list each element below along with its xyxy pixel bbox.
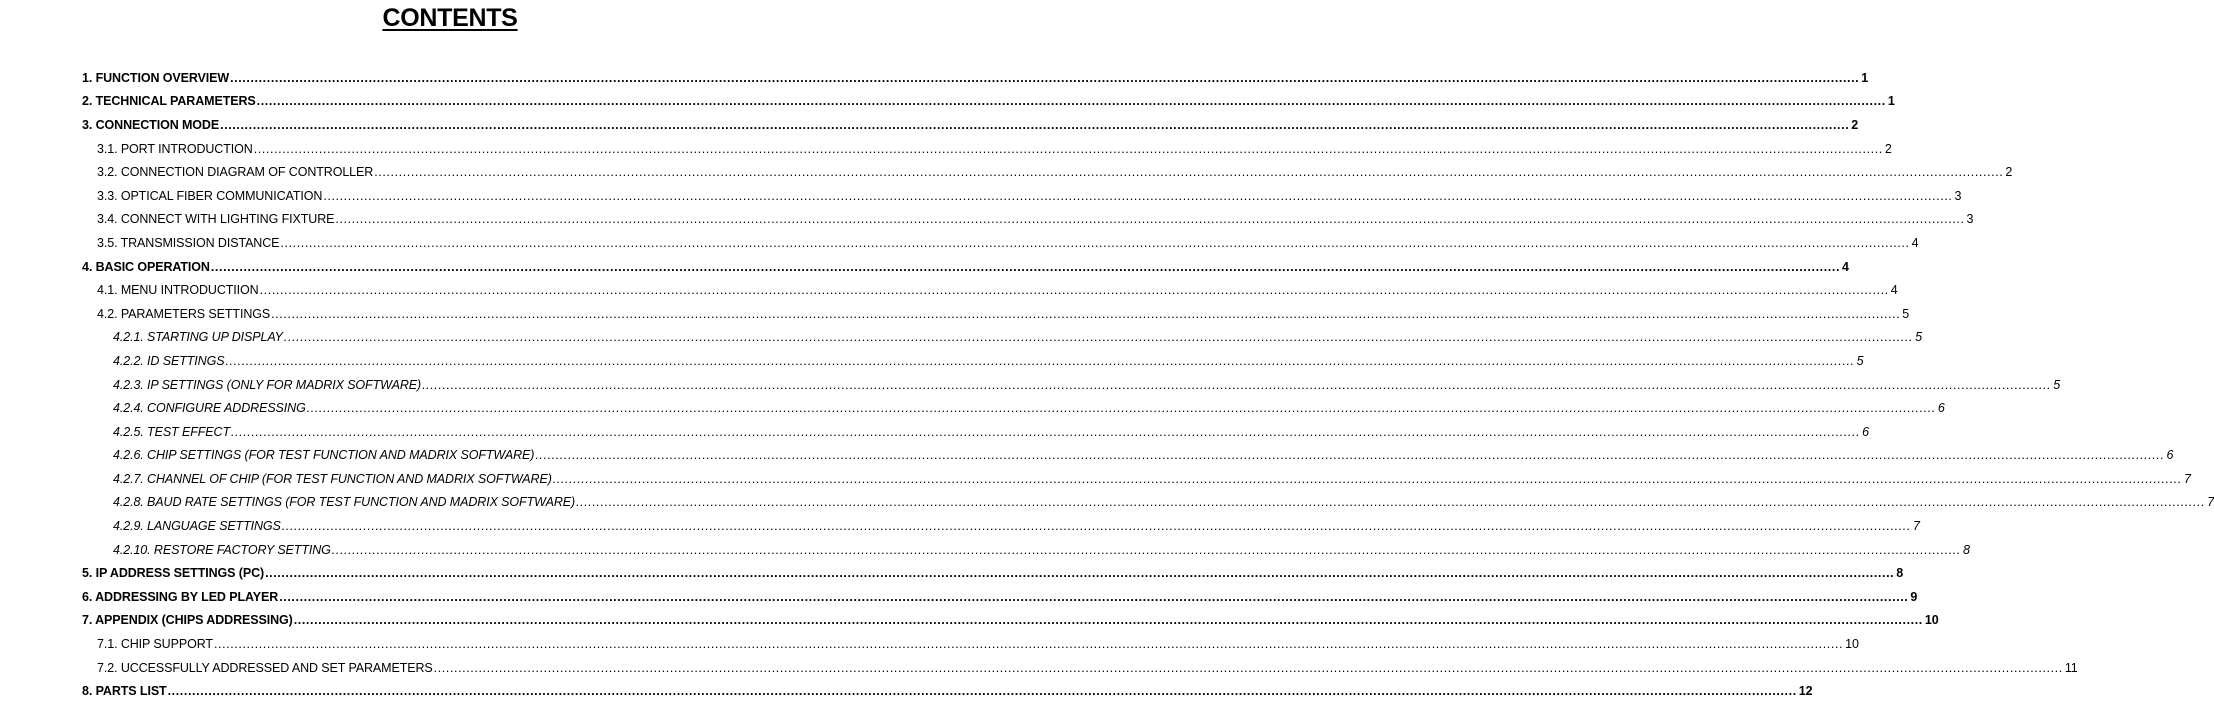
toc-entry-page-number: 7 <box>2207 495 2214 510</box>
toc-entry-title: 4. BASIC OPERATION <box>82 259 210 274</box>
toc-entry-title: 4.1. MENU INTRODUCTIION <box>97 283 259 298</box>
toc-entry[interactable] <box>0 113 1859 137</box>
toc-entry-title: 4.2.10. RESTORE FACTORY SETTING <box>113 542 331 557</box>
toc-entry-title: 6. ADDRESSING BY LED PLAYER <box>82 589 279 604</box>
toc-entry-title: 3. CONNECTION MODE <box>82 117 220 132</box>
toc-entry-page-number: 4 <box>1890 283 1898 298</box>
toc-entry-title: 4.2.8. BAUD RATE SETTINGS (FOR TEST FUNCTION AND MADRIX SOFTWARE) <box>113 495 576 510</box>
toc-entry-title: 4.2.3. IP SETTINGS (ONLY FOR MADRIX SOFTWARE) <box>113 377 422 392</box>
toc-entry-page-number: 5 <box>1902 306 1910 321</box>
dot-leader: ................................................................................................................................................................................................................................................................................................................................................................................................................ <box>433 660 2063 675</box>
toc-entry-page-number: 8 <box>1962 542 1970 557</box>
toc-entry-title: 7. APPENDIX (CHIPS ADDRESSING) <box>82 613 293 628</box>
toc-entry-page-number: 3 <box>1966 212 1974 227</box>
toc-entry-title: 8. PARTS LIST <box>82 684 167 699</box>
toc-entry-page-number: 1 <box>1887 94 1895 109</box>
toc-entry-title: 4.2.1. STARTING UP DISPLAY <box>113 330 283 345</box>
toc-entry[interactable] <box>0 278 1898 302</box>
dot-leader: ................................................................................................................................................................................................................................................................................................................................................................................................................ <box>210 259 1841 274</box>
toc-entry-page-number: 7 <box>1912 519 1920 534</box>
toc-entry-title: 3.5. TRANSMISSION DISTANCE <box>97 235 280 250</box>
toc-entry-page-number: 2 <box>1884 141 1892 156</box>
toc-entry[interactable] <box>0 561 1904 585</box>
dot-leader: ................................................................................................................................................................................................................................................................................................................................................................................................................ <box>331 542 1961 557</box>
toc-entry-page-number: 3 <box>1954 188 1962 203</box>
dot-leader: ................................................................................................................................................................................................................................................................................................................................................................................................................ <box>259 283 1889 298</box>
dot-leader: ................................................................................................................................................................................................................................................................................................................................................................................................................ <box>422 377 2052 392</box>
toc-entry[interactable] <box>0 326 1922 350</box>
toc-entry[interactable] <box>0 420 1870 444</box>
toc-entry-page-number: 2 <box>1851 117 1859 132</box>
dot-leader: ................................................................................................................................................................................................................................................................................................................................................................................................................ <box>220 117 1850 132</box>
toc-entry[interactable] <box>0 396 1945 420</box>
dot-leader: ................................................................................................................................................................................................................................................................................................................................................................................................................ <box>225 353 1855 368</box>
toc-entry[interactable] <box>0 160 2013 184</box>
dot-leader: ................................................................................................................................................................................................................................................................................................................................................................................................................ <box>293 613 1923 628</box>
toc-entry-title: 4.2.2. ID SETTINGS <box>113 353 225 368</box>
toc-entry[interactable] <box>0 538 1970 562</box>
toc-entry-title: 4.2.5. TEST EFFECT <box>113 424 230 439</box>
toc-entry-page-number: 12 <box>1798 684 1813 699</box>
toc-entry-title: 4.2.6. CHIP SETTINGS (FOR TEST FUNCTION AND MADRIX SOFTWARE) <box>113 448 535 463</box>
dot-leader: ................................................................................................................................................................................................................................................................................................................................................................................................................ <box>283 330 1914 345</box>
dot-leader: ................................................................................................................................................................................................................................................................................................................................................................................................................ <box>552 471 2182 486</box>
toc-entry-page-number: 6 <box>2166 448 2174 463</box>
toc-entry[interactable] <box>0 66 1869 90</box>
dot-leader: ................................................................................................................................................................................................................................................................................................................................................................................................................ <box>271 306 1901 321</box>
toc-entry[interactable] <box>0 184 1962 208</box>
toc-entry-page-number: 2 <box>2005 165 2013 180</box>
toc-entry-title: 3.3. OPTICAL FIBER COMMUNICATION <box>97 188 323 203</box>
toc-entry[interactable] <box>0 208 1974 232</box>
toc-entry[interactable] <box>0 632 1859 656</box>
toc-entry-title: 4.2.4. CONFIGURE ADDRESSING <box>113 401 306 416</box>
toc-entry-page-number: 10 <box>1845 637 1859 652</box>
dot-leader: ................................................................................................................................................................................................................................................................................................................................................................................................................ <box>306 401 1936 416</box>
toc-entry-page-number: 8 <box>1896 566 1904 581</box>
toc-entry[interactable] <box>0 231 1919 255</box>
dot-leader: ................................................................................................................................................................................................................................................................................................................................................................................................................ <box>167 684 1797 699</box>
dot-leader: ................................................................................................................................................................................................................................................................................................................................................................................................................ <box>535 448 2165 463</box>
page-title: CONTENTS <box>382 4 518 32</box>
toc-entry-page-number: 5 <box>2053 377 2061 392</box>
toc-entry-page-number: 5 <box>1915 330 1922 345</box>
dot-leader: ................................................................................................................................................................................................................................................................................................................................................................................................................ <box>230 70 1860 85</box>
toc-entry-page-number: 1 <box>1861 70 1869 85</box>
toc-entry-page-number: 7 <box>2183 471 2191 486</box>
dot-leader: ................................................................................................................................................................................................................................................................................................................................................................................................................ <box>279 589 1909 604</box>
toc-entry-title: 7.1. CHIP SUPPORT <box>97 637 213 652</box>
toc-entry[interactable] <box>0 609 1939 633</box>
toc-entry[interactable] <box>0 679 1813 703</box>
toc-entry-page-number: 10 <box>1924 613 1939 628</box>
dot-leader: ................................................................................................................................................................................................................................................................................................................................................................................................................ <box>253 141 1883 156</box>
table-of-contents <box>0 66 2214 703</box>
dot-leader: ................................................................................................................................................................................................................................................................................................................................................................................................................ <box>323 188 1953 203</box>
toc-entry-title: 4.2.7. CHANNEL OF CHIP (FOR TEST FUNCTION AND MADRIX SOFTWARE) <box>113 471 552 486</box>
toc-entry[interactable] <box>0 585 1918 609</box>
dot-leader: ................................................................................................................................................................................................................................................................................................................................................................................................................ <box>213 637 1844 652</box>
toc-entry-page-number: 11 <box>2064 660 2078 675</box>
toc-entry-title: 2. TECHNICAL PARAMETERS <box>82 94 256 109</box>
toc-entry-title: 4.2. PARAMETERS SETTINGS <box>97 306 271 321</box>
toc-entry[interactable] <box>0 349 1864 373</box>
toc-entry[interactable] <box>0 467 2191 491</box>
toc-entry[interactable] <box>0 514 1920 538</box>
dot-leader: ................................................................................................................................................................................................................................................................................................................................................................................................................ <box>374 165 2004 180</box>
toc-entry[interactable] <box>0 444 2174 468</box>
toc-entry-title: 1. FUNCTION OVERVIEW <box>82 70 230 85</box>
toc-entry-title: 3.4. CONNECT WITH LIGHTING FIXTURE <box>97 212 335 227</box>
toc-entry[interactable] <box>0 137 1892 161</box>
toc-entry-title: 4.2.9. LANGUAGE SETTINGS <box>113 519 281 534</box>
toc-entry-title: 3.2. CONNECTION DIAGRAM OF CONTROLLER <box>97 165 374 180</box>
toc-entry-page-number: 9 <box>1910 589 1918 604</box>
toc-entry-page-number: 6 <box>1937 401 1945 416</box>
toc-entry[interactable] <box>0 656 2078 680</box>
dot-leader: ................................................................................................................................................................................................................................................................................................................................................................................................................ <box>256 94 1886 109</box>
dot-leader: ................................................................................................................................................................................................................................................................................................................................................................................................................ <box>576 495 2206 510</box>
toc-entry[interactable] <box>0 302 1910 326</box>
dot-leader: ................................................................................................................................................................................................................................................................................................................................................................................................................ <box>281 519 1911 534</box>
toc-entry[interactable] <box>0 90 1895 114</box>
dot-leader: ................................................................................................................................................................................................................................................................................................................................................................................................................ <box>230 424 1861 439</box>
toc-entry-page-number: 4 <box>1911 235 1919 250</box>
toc-entry-title: 5. IP ADDRESS SETTINGS (PC) <box>82 566 265 581</box>
dot-leader: ................................................................................................................................................................................................................................................................................................................................................................................................................ <box>335 212 1965 227</box>
toc-entry[interactable] <box>0 255 1849 279</box>
dot-leader: ................................................................................................................................................................................................................................................................................................................................................................................................................ <box>265 566 1895 581</box>
toc-entry-page-number: 4 <box>1842 259 1849 274</box>
toc-entry-page-number: 5 <box>1856 353 1864 368</box>
toc-entry-title: 7.2. UCCESSFULLY ADDRESSED AND SET PARAMETERS <box>97 660 433 675</box>
toc-entry-page-number: 6 <box>1862 424 1870 439</box>
toc-entry[interactable] <box>0 491 2214 515</box>
toc-entry-title: 3.1. PORT INTRODUCTION <box>97 141 253 156</box>
toc-entry[interactable] <box>0 373 2061 397</box>
dot-leader: ................................................................................................................................................................................................................................................................................................................................................................................................................ <box>280 235 1910 250</box>
